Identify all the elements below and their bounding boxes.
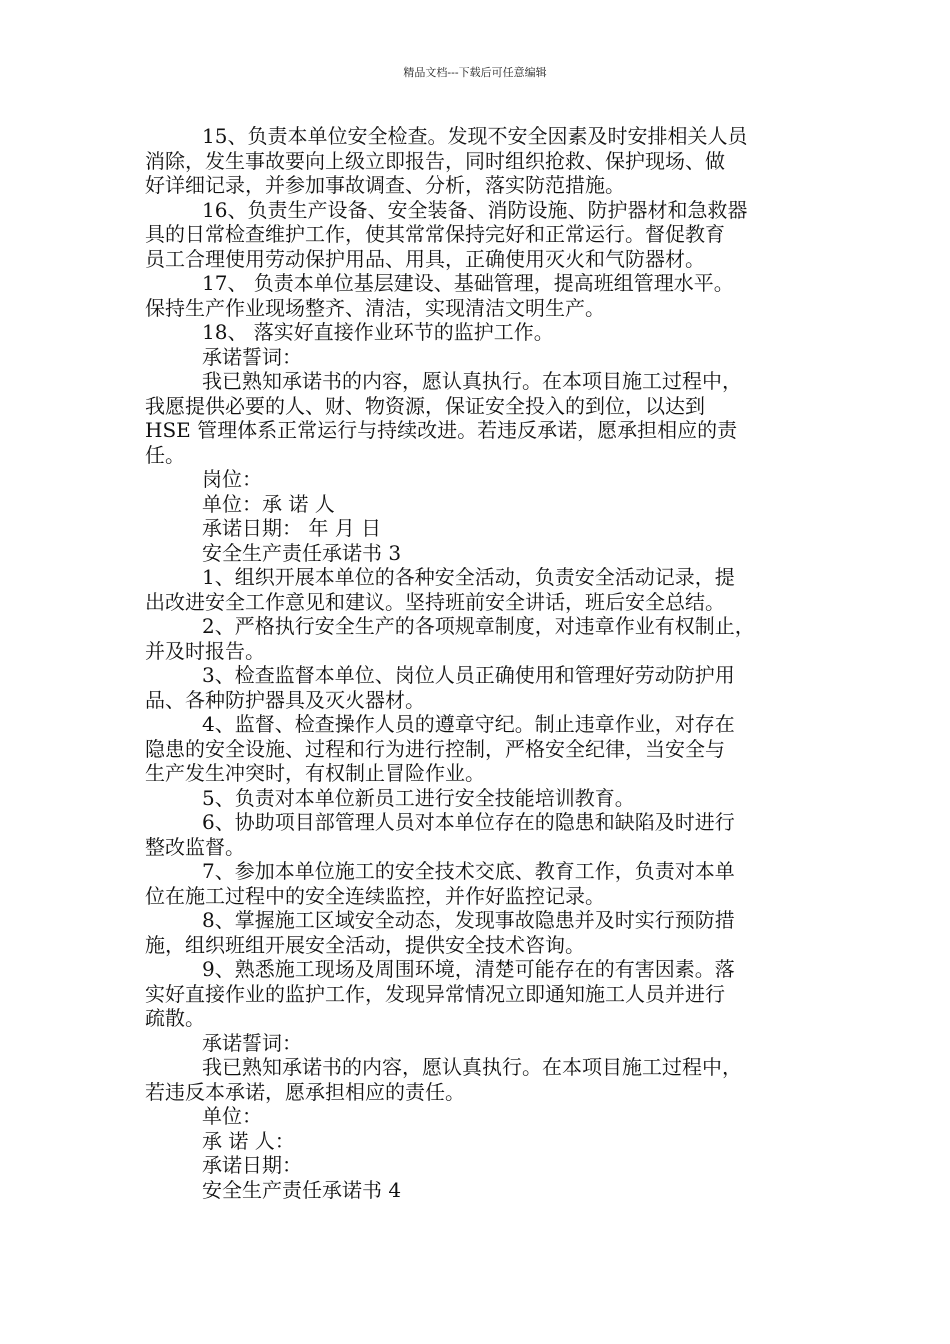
text-line: 15、负责本单位安全检查。发现不安全因素及时安排相关人员	[202, 124, 748, 148]
text-line: 生产发生冲突时，有权制止冒险作业。	[145, 761, 485, 785]
text-line: 4、监督、检查操作人员的遵章守纪。制止违章作业，对存在	[202, 712, 735, 736]
text-line: 承诺誓词：	[202, 1030, 302, 1055]
text-line: 承诺誓词：	[202, 344, 302, 369]
text-line: 整改监督。	[145, 834, 245, 859]
text-line: 单位：承 诺 人	[202, 491, 335, 516]
text-line: 16、负责生产设备、安全装备、消防设施、防护器材和急救器	[202, 197, 748, 222]
text-line: 品、各种防护器具及灭火器材。	[145, 687, 425, 712]
text-line: 具的日常检查维护工作，使其常常保持完好和正常运行。督促教育	[145, 222, 725, 246]
text-line: 8、掌握施工区域安全动态，发现事故隐患并及时实行预防措	[202, 908, 735, 932]
text-line: 我已熟知承诺书的内容，愿认真执行。在本项目施工过程中，	[202, 1055, 742, 1079]
text-line: 若违反本承诺，愿承担相应的责任。	[145, 1079, 465, 1104]
text-line: 好详细记录，并参加事故调查、分析，落实防范措施。	[145, 173, 625, 197]
document-body	[145, 124, 810, 1202]
text-line: 安全生产责任承诺书 4	[202, 1177, 402, 1202]
text-line: 员工合理使用劳动保护用品、用具，正确使用灭火和气防器材。	[145, 246, 705, 271]
text-line: 18、 落实好直接作业环节的监护工作。	[202, 320, 554, 344]
text-line: 岗位：	[202, 467, 262, 491]
text-line: 7、参加本单位施工的安全技术交底、教育工作，负责对本单	[202, 859, 735, 883]
text-line: 我已熟知承诺书的内容，愿认真执行。在本项目施工过程中，	[202, 369, 742, 393]
text-line: 保持生产作业现场整齐、清洁，实现清洁文明生产。	[145, 295, 605, 320]
text-line: 出改进安全工作意见和建议。坚持班前安全讲话，班后安全总结。	[145, 589, 725, 614]
text-line: 安全生产责任承诺书 3	[202, 540, 402, 565]
text-line: 承 诺 人：	[202, 1128, 295, 1153]
text-line: 2、严格执行安全生产的各项规章制度，对违章作业有权制止，	[202, 614, 755, 638]
text-line: 位在施工过程中的安全连续监控，并作好监控记录。	[145, 883, 605, 908]
text-line: 6、协助项目部管理人员对本单位存在的隐患和缺陷及时进行	[202, 810, 735, 834]
text-line: 消除，发生事故要向上级立即报告，同时组织抢救、保护现场、做	[145, 148, 725, 173]
text-line: 疏散。	[145, 1006, 205, 1030]
text-line: HSE 管理体系正常运行与持续改进。若违反承诺，愿承担相应的责	[145, 418, 738, 442]
text-line: 承诺日期： 年 月 日	[202, 516, 382, 540]
text-line: 1、组织开展本单位的各种安全活动，负责安全活动记录，提	[202, 565, 735, 589]
text-line: 单位：	[202, 1104, 262, 1128]
text-line: 并及时报告。	[145, 638, 265, 663]
text-line: 3、检查监督本单位、岗位人员正确使用和管理好劳动防护用	[202, 663, 735, 687]
text-line: 9、熟悉施工现场及周围环境，清楚可能存在的有害因素。落	[202, 957, 735, 981]
text-line: 隐患的安全设施、过程和行为进行控制，严格安全纪律，当安全与	[145, 736, 725, 761]
text-line: 承诺日期：	[202, 1153, 302, 1177]
page-header: 精品文档---下载后可任意编辑	[403, 66, 547, 79]
text-line: 5、负责对本单位新员工进行安全技能培训教育。	[202, 785, 635, 810]
text-line: 施，组织班组开展安全活动，提供安全技术咨询。	[145, 932, 585, 957]
text-line: 实好直接作业的监护工作，发现异常情况立即通知施工人员并进行	[145, 981, 725, 1006]
text-line: 17、 负责本单位基层建设、基础管理，提高班组管理水平。	[202, 271, 734, 295]
text-line: 任。	[145, 442, 185, 467]
text-line: 我愿提供必要的人、财、物资源，保证安全投入的到位，以达到	[145, 393, 705, 418]
